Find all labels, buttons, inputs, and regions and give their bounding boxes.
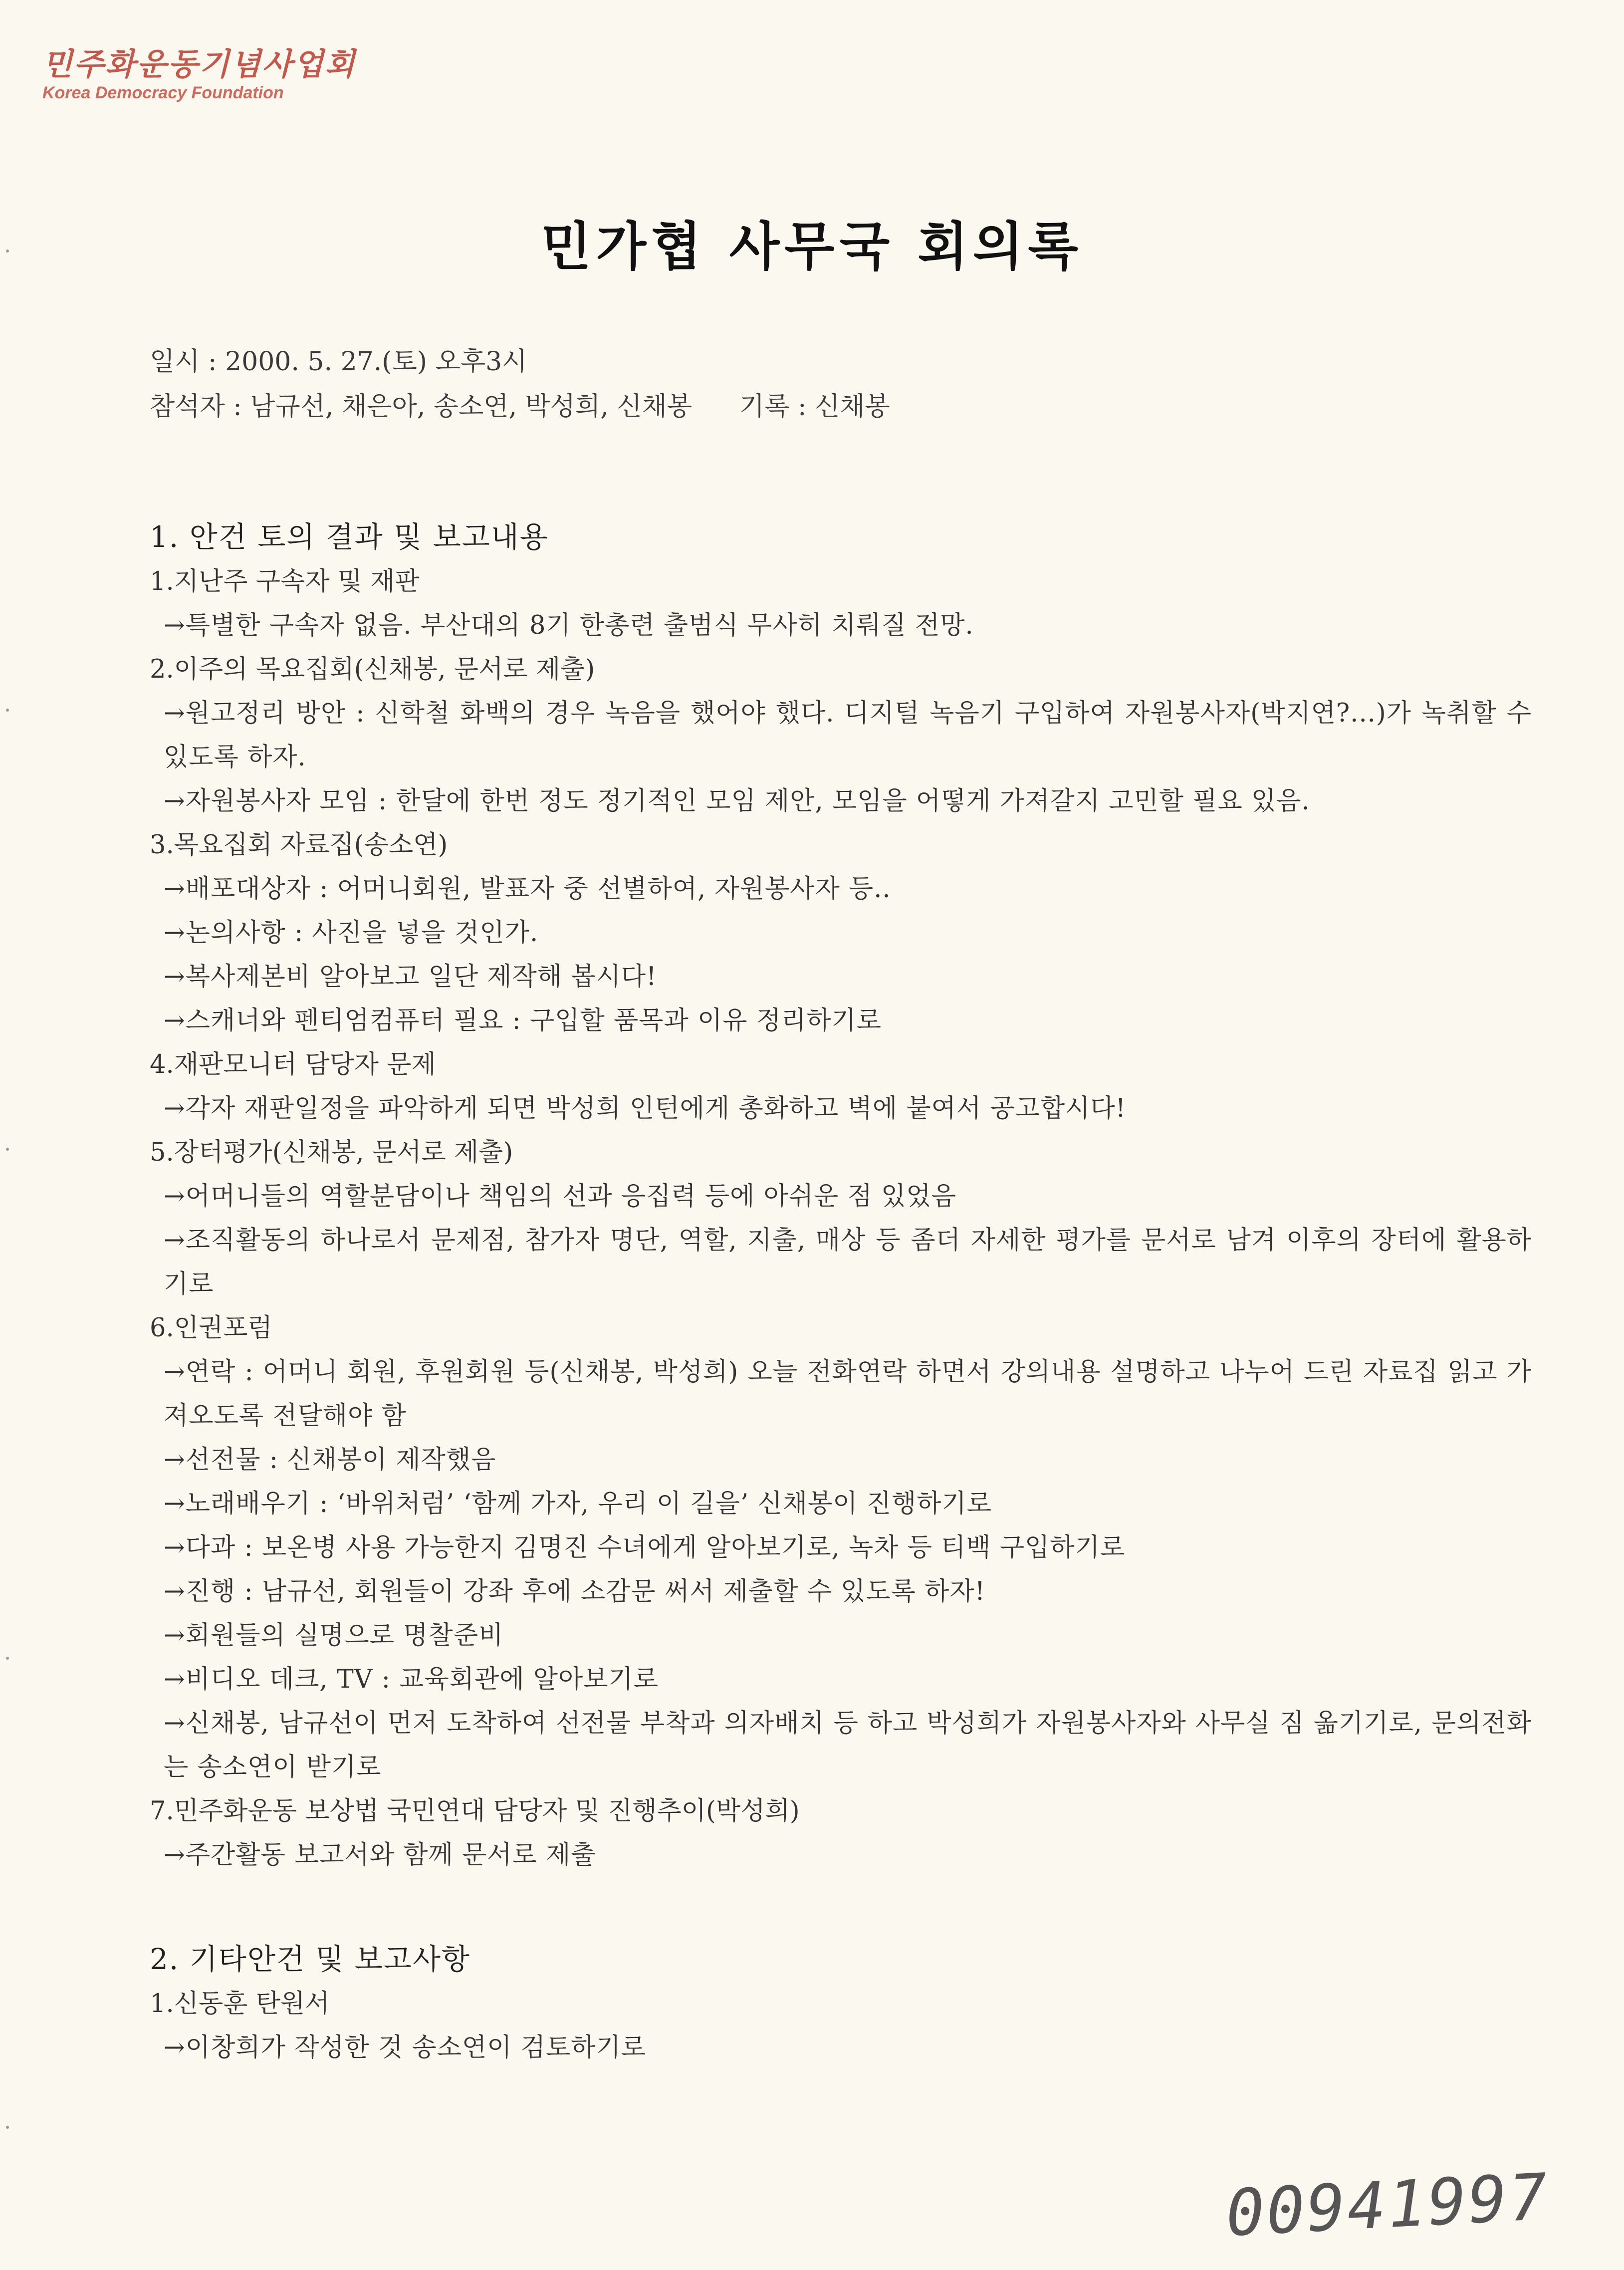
meeting-date: 일시 : 2000. 5. 27.(토) 오후3시 <box>150 347 527 377</box>
section-heading: 1. 안건 토의 결과 및 보고내용 <box>150 520 549 554</box>
agenda-item-title: 3.목요집회 자료집(송소연) <box>150 830 448 860</box>
agenda-item-title: 6.인권포럼 <box>150 1313 272 1343</box>
agenda-item <box>150 1789 1532 1877</box>
meeting-info <box>150 339 890 429</box>
archive-number-stamp: 00941997 <box>1224 2160 1551 2251</box>
agenda-note: →다과 : 보온병 사용 가능한지 김명진 수녀에게 알아보기로, 녹차 등 티백 구입하기로 <box>164 1533 1126 1562</box>
agenda-item <box>150 560 1532 648</box>
agenda-note: →선전물 : 신채봉이 제작했음 <box>164 1445 496 1475</box>
foundation-logo <box>42 47 356 103</box>
agenda-note: →어머니들의 역할분담이나 책임의 선과 응집력 등에 아쉬운 점 있었음 <box>164 1182 956 1211</box>
recorder: 기록 : 신채봉 <box>739 392 890 422</box>
agenda-note: →스캐너와 펜티엄컴퓨터 필요 : 구입할 품목과 이유 정리하기로 <box>164 1006 882 1035</box>
section-other-items <box>150 1936 1532 2070</box>
scan-speck <box>6 1148 9 1151</box>
agenda-item <box>150 1982 1532 2070</box>
attendees: 참석자 : 남규선, 채은아, 송소연, 박성희, 신채봉 <box>150 392 692 422</box>
agenda-item-title: 5.장터평가(신채봉, 문서로 제출) <box>150 1138 513 1167</box>
agenda-item-title: 1.신동훈 탄원서 <box>150 1989 330 2018</box>
agenda-item <box>150 648 1532 823</box>
agenda-item <box>150 1131 1532 1306</box>
agenda-item-title: 4.재판모니터 담당자 문제 <box>150 1050 436 1079</box>
agenda-note: →연락 : 어머니 회원, 후원회원 등(신채봉, 박성희) 오늘 전화연락 하면서 강의내용 설명하고 나누어 드린 자료집 읽고 가져오도록 전달해야 함 <box>164 1357 1532 1431</box>
agenda-note: →노래배우기 : ‘바위처럼’ ‘함께 가자, 우리 이 길을’ 신채봉이 진행하기로 <box>164 1489 992 1518</box>
agenda-note: →회원들의 실명으로 명찰준비 <box>164 1621 504 1650</box>
agenda-note: →각자 재판일정을 파악하게 되면 박성희 인턴에게 총화하고 벽에 붙여서 공고합시다! <box>164 1094 1127 1123</box>
agenda-note: →주간활동 보고서와 함께 문서로 제출 <box>164 1840 596 1870</box>
agenda-item <box>150 823 1532 1043</box>
scan-speck <box>6 1657 9 1660</box>
agenda-item <box>150 1306 1532 1789</box>
agenda-note: →복사제본비 알아보고 일단 제작해 봅시다! <box>164 962 657 992</box>
agenda-item-title: 7.민주화운동 보상법 국민연대 담당자 및 진행추이(박성희) <box>150 1796 800 1826</box>
agenda-item-title: 2.이주의 목요집회(신채봉, 문서로 제출) <box>150 655 595 684</box>
agenda-item <box>150 1043 1532 1131</box>
scan-speck <box>6 709 9 712</box>
agenda-note: →조직활동의 하나로서 문제점, 참가자 명단, 역할, 지출, 매상 등 좀더 자세한 평가를 문서로 남겨 이후의 장터에 활용하기로 <box>164 1226 1532 1299</box>
agenda-note: →이창희가 작성한 것 송소연이 검토하기로 <box>164 2033 647 2062</box>
agenda-note: →배포대상자 : 어머니회원, 발표자 중 선별하여, 자원봉사자 등.. <box>164 874 891 904</box>
agenda-note: →비디오 데크, TV : 교육회관에 알아보기로 <box>164 1665 659 1694</box>
section-heading: 2. 기타안건 및 보고사항 <box>150 1942 470 1976</box>
agenda-item-title: 1.지난주 구속자 및 재판 <box>150 567 420 596</box>
logo-english-text: Korea Democracy Foundation <box>42 83 284 103</box>
agenda-note: →특별한 구속자 없음. 부산대의 8기 한총련 출범식 무사히 치뤄질 전망. <box>164 611 974 640</box>
attendee-row <box>150 384 890 429</box>
scan-speck <box>6 250 9 252</box>
agenda-note: →논의사항 : 사진을 넣을 것인가. <box>164 918 539 948</box>
section-agenda-results <box>150 514 1532 1877</box>
document-title: 민가협 사무국 회의록 <box>541 216 1083 277</box>
agenda-note: →신채봉, 남규선이 먼저 도착하여 선전물 부착과 의자배치 등 하고 박성희가 자원봉사자와 사무실 짐 옮기기로, 문의전화는 송소연이 받기로 <box>164 1709 1532 1782</box>
logo-korean-text: 민주화운동기념사업회 <box>42 46 356 82</box>
agenda-note: →자원봉사자 모임 : 한달에 한번 정도 정기적인 모임 제안, 모임을 어떻게 가져갈지 고민할 필요 있음. <box>164 786 1310 816</box>
scan-speck <box>6 2126 9 2129</box>
agenda-note: →원고정리 방안 : 신학철 화백의 경우 녹음을 했어야 했다. 디지털 녹음기 구입하여 자원봉사자(박지연?...)가 녹취할 수 있도록 하자. <box>164 699 1532 772</box>
agenda-note: →진행 : 남규선, 회원들이 강좌 후에 소감문 써서 제출할 수 있도록 하자! <box>164 1577 986 1606</box>
